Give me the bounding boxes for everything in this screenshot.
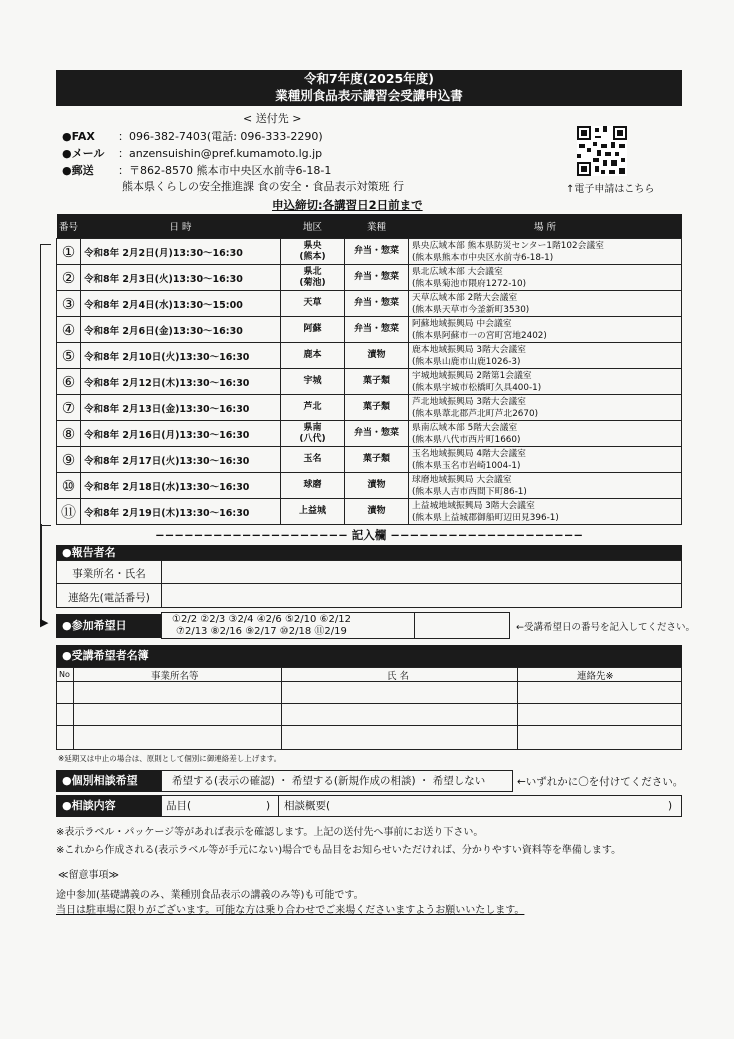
office-label-cell [56,560,162,584]
row-datetime [81,447,281,473]
row-venue-address: (熊本県上益城郡御船町辺田見396-1) [412,512,559,523]
row-datetime [81,291,281,317]
row-venue-name: 天草広域本部 2階大会議室 [412,292,518,303]
row-venue [409,369,682,395]
row-datetime-text: 令和8年 2月3日(火)13:30〜16:30 [84,273,243,285]
row-industry-text: 菓子類 [362,454,390,464]
schedule-bracket [40,244,51,526]
note-label-check: ※表示ラベル・パッケージ等があれば表示を確認します。上記の送付先へ事前にお送り下さい。 [56,827,484,838]
fax-label: ●FAX [62,130,95,143]
schedule-row [57,265,682,291]
consult-options-text: 希望する(表示の確認) ・ 希望する(新規作成の相談) ・ 希望しない [172,775,486,787]
row-number [57,369,81,395]
row-industry [345,473,409,499]
caution-partial: 途中参加(基礎講義のみ、業種別食品表示の講義のみ等)も可能です。 [56,890,364,901]
participants-title: ●受講希望者名簿 [62,649,149,662]
row-number-text: ④ [61,320,76,339]
row-number [57,447,81,473]
post-label: ●郵送 [62,164,94,177]
summary-field[interactable] [284,796,679,816]
consult-title: ●個別相談希望 [62,774,138,787]
col-divider [73,668,74,749]
item-close: ) [266,800,271,812]
col-divider [281,668,282,749]
row-area [281,291,345,317]
title-main: 業種別食品表示講習会受講申込書 [275,88,463,103]
schedule-row [57,447,682,473]
row-industry-text: 漬物 [367,350,386,360]
row-industry-text: 菓子類 [362,376,390,386]
row-area-text: 宇城 [303,376,322,386]
row-venue [409,291,682,317]
header-no: 番号 [57,214,81,239]
attend-options-line1: ①2/2 ②2/3 ③2/4 ④2/6 ⑤2/10 ⑥2/12 [172,614,351,625]
row-industry [345,291,409,317]
row-industry [345,343,409,369]
reporter-title: ●報告者名 [62,546,116,559]
row-area-text: 芦北 [303,402,322,412]
schedule-table [56,214,682,525]
row-venue-name: 芦北地域振興局 3階大会議室 [412,396,526,407]
schedule-row [57,369,682,395]
note-prepare: ※これから作成される(表示ラベル等が手元にない)場合でも品目をお知らせいただければ、分かりやすい資料等を準備します。 [56,845,622,856]
row-datetime [81,421,281,447]
row-industry-text: 漬物 [367,506,386,516]
schedule-row [57,499,682,525]
row-industry-text: 菓子類 [362,402,390,412]
fax-line [62,128,323,144]
consult-options[interactable] [161,770,513,792]
schedule-row [57,473,682,499]
row-number-text: ② [61,268,76,287]
reporter-bar [56,545,682,560]
row-area [281,395,345,421]
row-venue-name: 上益城地域振興局 3階大会議室 [412,500,535,511]
participant-office-field[interactable] [74,682,281,703]
fax-value: ：096-382-7403(電話: 096-333-2290) [118,130,323,143]
header-area: 地区 [281,214,345,239]
row-area-text: 上益城 [298,506,326,516]
row-number [57,291,81,317]
row-area [281,239,345,265]
row-venue-name: 鹿本地域振興局 3階大会議室 [412,344,526,355]
row-area-text: 玉名 [303,454,322,464]
consult-bar [56,770,162,792]
row-industry-text: 弁当・惣菜 [353,298,399,308]
row-number-text: ③ [61,294,76,313]
row-datetime [81,317,281,343]
row-datetime-text: 令和8年 2月6日(金)13:30〜16:30 [84,325,243,337]
title-banner [56,70,682,106]
participant-name-field[interactable] [282,682,517,703]
item-field[interactable] [161,795,279,817]
row-industry [345,317,409,343]
attend-input-field[interactable] [414,612,510,639]
post-dept: 熊本県くらしの安全推進課 食の安全・食品表示対策班 行 [122,180,404,193]
row-industry-text: 弁当・惣菜 [353,246,399,256]
row-industry [345,421,409,447]
mail-label: ●メール [62,147,105,160]
col-no: No [59,670,70,679]
participants-header-row [57,668,681,682]
row-datetime-text: 令和8年 2月16日(月)13:30〜16:30 [84,429,250,441]
send-to-heading: < 送付先 > [243,112,302,125]
attend-options-line2: ⑦2/13 ⑧2/16 ⑨2/17 ⑩2/18 ⑪2/19 [176,626,347,637]
row-venue-address: (熊本県玉名市岩崎1004-1) [412,460,521,471]
row-datetime [81,499,281,525]
row-venue [409,473,682,499]
row-venue-name: 宇城地域振興局 2階第1会議室 [412,370,532,381]
schedule-row [57,343,682,369]
row-datetime-text: 令和8年 2月12日(木)13:30〜16:30 [84,377,250,389]
row-area [281,369,345,395]
row-number [57,421,81,447]
row-area-sub: (菊池) [299,277,326,288]
row-number-text: ⑩ [61,476,76,495]
row-venue [409,395,682,421]
office-label: 事業所名・氏名 [72,568,146,580]
row-datetime [81,369,281,395]
row-datetime [81,239,281,265]
title-year: 令和7年度(2025年度) [304,71,434,86]
content-title: ●相談内容 [62,799,116,812]
row-venue [409,239,682,265]
entry-section-title: −−−−−−−−−−−−−−−−−−−− 記入欄 −−−−−−−−−−−−−−−−−−−− [155,528,583,542]
qr-code[interactable] [576,126,628,176]
row-venue-address: (熊本県宇城市松橋町久具400-1) [412,382,542,393]
row-area-text: 県央 [303,240,322,251]
row-datetime-text: 令和8年 2月4日(水)13:30〜15:00 [84,299,243,311]
row-venue [409,499,682,525]
row-datetime-text: 令和8年 2月13日(金)13:30〜16:30 [84,403,250,415]
row-venue-address: (熊本県葦北郡芦北町芦北2670) [412,408,539,419]
row-number [57,473,81,499]
row-venue [409,447,682,473]
row-datetime-text: 令和8年 2月2日(月)13:30〜16:30 [84,247,243,259]
phone-label-cell [56,583,162,608]
col-name: 氏 名 [387,671,410,682]
row-number [57,239,81,265]
post-value: ：〒862-8570 熊本市中央区水前寺6-18-1 [118,164,332,177]
row-number-text: ⑥ [61,372,76,391]
row-area-text: 県北 [303,266,322,277]
row-number-text: ⑤ [61,346,76,365]
row-area-text: 天草 [303,298,322,308]
summary-label: 相談概要( [284,800,331,812]
row-industry-text: 弁当・惣菜 [353,428,399,438]
row-venue-address: (熊本県人吉市西間下町86-1) [412,486,527,497]
item-label: 品目( [166,800,192,812]
row-industry-text: 弁当・惣菜 [353,324,399,334]
row-area-sub: (八代) [299,433,326,444]
row-area-text: 阿蘇 [303,324,322,334]
schedule-row [57,317,682,343]
row-industry-text: 弁当・惣菜 [353,272,399,282]
mail-line [62,145,322,161]
row-industry [345,447,409,473]
post-line [62,162,331,178]
phone-label: 連絡先(電話番号) [68,592,150,604]
row-number [57,343,81,369]
row-datetime [81,265,281,291]
participants-bar [56,645,682,667]
bracket-connector [40,524,42,624]
row-industry [345,395,409,421]
row-datetime [81,395,281,421]
row-area [281,473,345,499]
row-industry [345,239,409,265]
attend-options [161,612,415,639]
row-venue [409,265,682,291]
row-industry-text: 漬物 [367,480,386,490]
mail-value: ：anzensuishin@pref.kumamoto.lg.jp [118,147,323,160]
row-industry [345,499,409,525]
attend-note: ←受講希望日の番号を記入してください。 [516,622,695,633]
row-venue [409,317,682,343]
row-venue-name: 県央広域本部 熊本県防災センター1階102会議室 [412,240,604,251]
row-number-text: ⑦ [61,398,76,417]
row-number-text: ① [61,242,76,261]
row-datetime-text: 令和8年 2月18日(水)13:30〜16:30 [84,481,250,493]
row-venue-address: (熊本県天草市今釜新町3530) [412,304,530,315]
row-number-text: ⑨ [61,450,76,469]
header-industry: 業種 [345,214,409,239]
row-datetime-text: 令和8年 2月17日(火)13:30〜16:30 [84,455,250,467]
col-office: 事業所名等 [151,671,199,682]
qr-caption: ↑電子申請はこちら [566,184,655,195]
row-venue-name: 球磨地域振興局 大会議室 [412,474,512,485]
row-venue [409,343,682,369]
row-venue-name: 阿蘇地域振興局 中会議室 [412,318,512,329]
row-area [281,265,345,291]
row-venue-name: 県南広域本部 5階大会議室 [412,422,518,433]
attend-title: ●参加希望日 [62,619,127,632]
row-divider [57,725,681,726]
attend-bar [56,614,162,638]
row-venue-address: (熊本県山鹿市山鹿1026-3) [412,356,521,367]
row-datetime-text: 令和8年 2月10日(火)13:30〜16:30 [84,351,250,363]
schedule-row [57,291,682,317]
schedule-row [57,421,682,447]
schedule-row [57,395,682,421]
row-venue-address: (熊本県熊本市中央区水前寺6-18-1) [412,252,554,263]
row-industry [345,369,409,395]
consult-note: ←いずれかに〇を付けてください。 [517,776,684,788]
row-area [281,447,345,473]
row-divider [57,703,681,704]
row-number [57,265,81,291]
participants-table [56,667,682,750]
row-venue-address: (熊本県阿蘇市一の宮町宮地2402) [412,330,547,341]
row-number [57,499,81,525]
postpone-note: ※延期又は中止の場合は、原則として個別に御連絡差し上げます。 [58,754,282,763]
row-industry [345,265,409,291]
office-name-field[interactable] [161,560,682,584]
row-area [281,317,345,343]
col-contact: 連絡先※ [577,671,614,682]
col-divider [517,668,518,749]
row-area-text: 鹿本 [303,350,322,360]
row-area [281,499,345,525]
row-number [57,317,81,343]
row-area [281,421,345,447]
header-venue: 場 所 [409,214,682,239]
schedule-header-row [57,214,682,239]
row-area-sub: (熊本) [299,251,326,262]
caution-title: ≪留意事項≫ [58,870,119,881]
phone-field[interactable] [161,583,682,608]
row-area-text: 球磨 [303,480,322,490]
row-number [57,395,81,421]
row-datetime-text: 令和8年 2月19日(木)13:30〜16:30 [84,507,250,519]
row-venue-name: 玉名地域振興局 4階大会議室 [412,448,526,459]
row-venue [409,421,682,447]
row-datetime [81,343,281,369]
row-datetime [81,473,281,499]
schedule-row [57,239,682,265]
header-datetime: 日 時 [81,214,281,239]
row-number-text: ⑧ [61,424,76,443]
row-venue-address: (熊本県八代市西片町1660) [412,434,521,445]
row-area [281,343,345,369]
deadline: 申込締切:各講習日2日前まで [272,198,423,212]
row-venue-address: (熊本県菊池市隈府1272-10) [412,278,526,289]
participant-contact-field[interactable] [518,682,681,703]
summary-close: ) [668,800,673,812]
content-bar [56,795,162,817]
row-number-text: ⑪ [60,503,76,521]
row-venue-name: 県北広域本部 大会議室 [412,266,503,277]
arrow-right-icon: ▶ [40,616,49,629]
caution-parking: 当日は駐車場に限りがございます。可能な方は乗り合わせでご来場くださいますようお願いいたします。 [56,905,525,916]
row-area-text: 県南 [303,422,322,433]
